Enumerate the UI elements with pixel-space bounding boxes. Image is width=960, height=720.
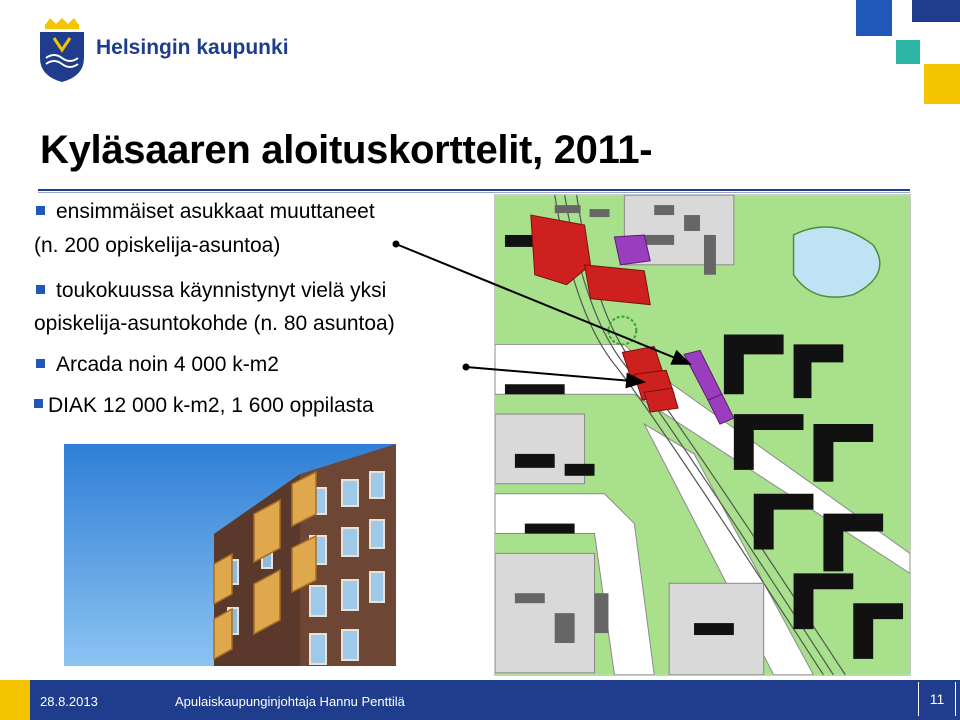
helsinki-crest-icon [36, 18, 88, 82]
bullet-1-line-1: ensimmäiset asukkaat muuttaneet [56, 200, 375, 223]
site-plan-map [494, 194, 911, 676]
page-number: 11 [918, 682, 956, 716]
bullet-4-line-1: DIAK 12 000 k-m2, 1 600 oppilasta [48, 394, 374, 417]
square-bullet-icon [36, 359, 45, 368]
square-bullet-icon [34, 399, 43, 408]
square-bullet-icon [36, 285, 45, 294]
bullet-2-line-1: toukokuussa käynnistynyt vielä yksi [56, 279, 387, 302]
footer-author: Apulaiskaupunginjohtaja Hannu Penttilä [175, 694, 405, 709]
org-name: Helsingin kaupunki [96, 36, 289, 59]
title-divider [38, 189, 910, 191]
building-photo [64, 444, 396, 666]
page-title: Kyläsaaren aloituskorttelit, 2011- [40, 128, 653, 172]
footer-bar [0, 680, 960, 720]
footer-date: 28.8.2013 [40, 694, 98, 709]
title-divider-shadow [38, 192, 910, 193]
bullet-1-line-2: (n. 200 opiskelija-asuntoa) [34, 234, 281, 257]
footer-accent [0, 680, 30, 720]
bullet-2-line-2: opiskelija-asuntokohde (n. 80 asuntoa) [34, 312, 395, 335]
bullet-3-line-1: Arcada noin 4 000 k-m2 [56, 353, 279, 376]
square-bullet-icon [36, 206, 45, 215]
